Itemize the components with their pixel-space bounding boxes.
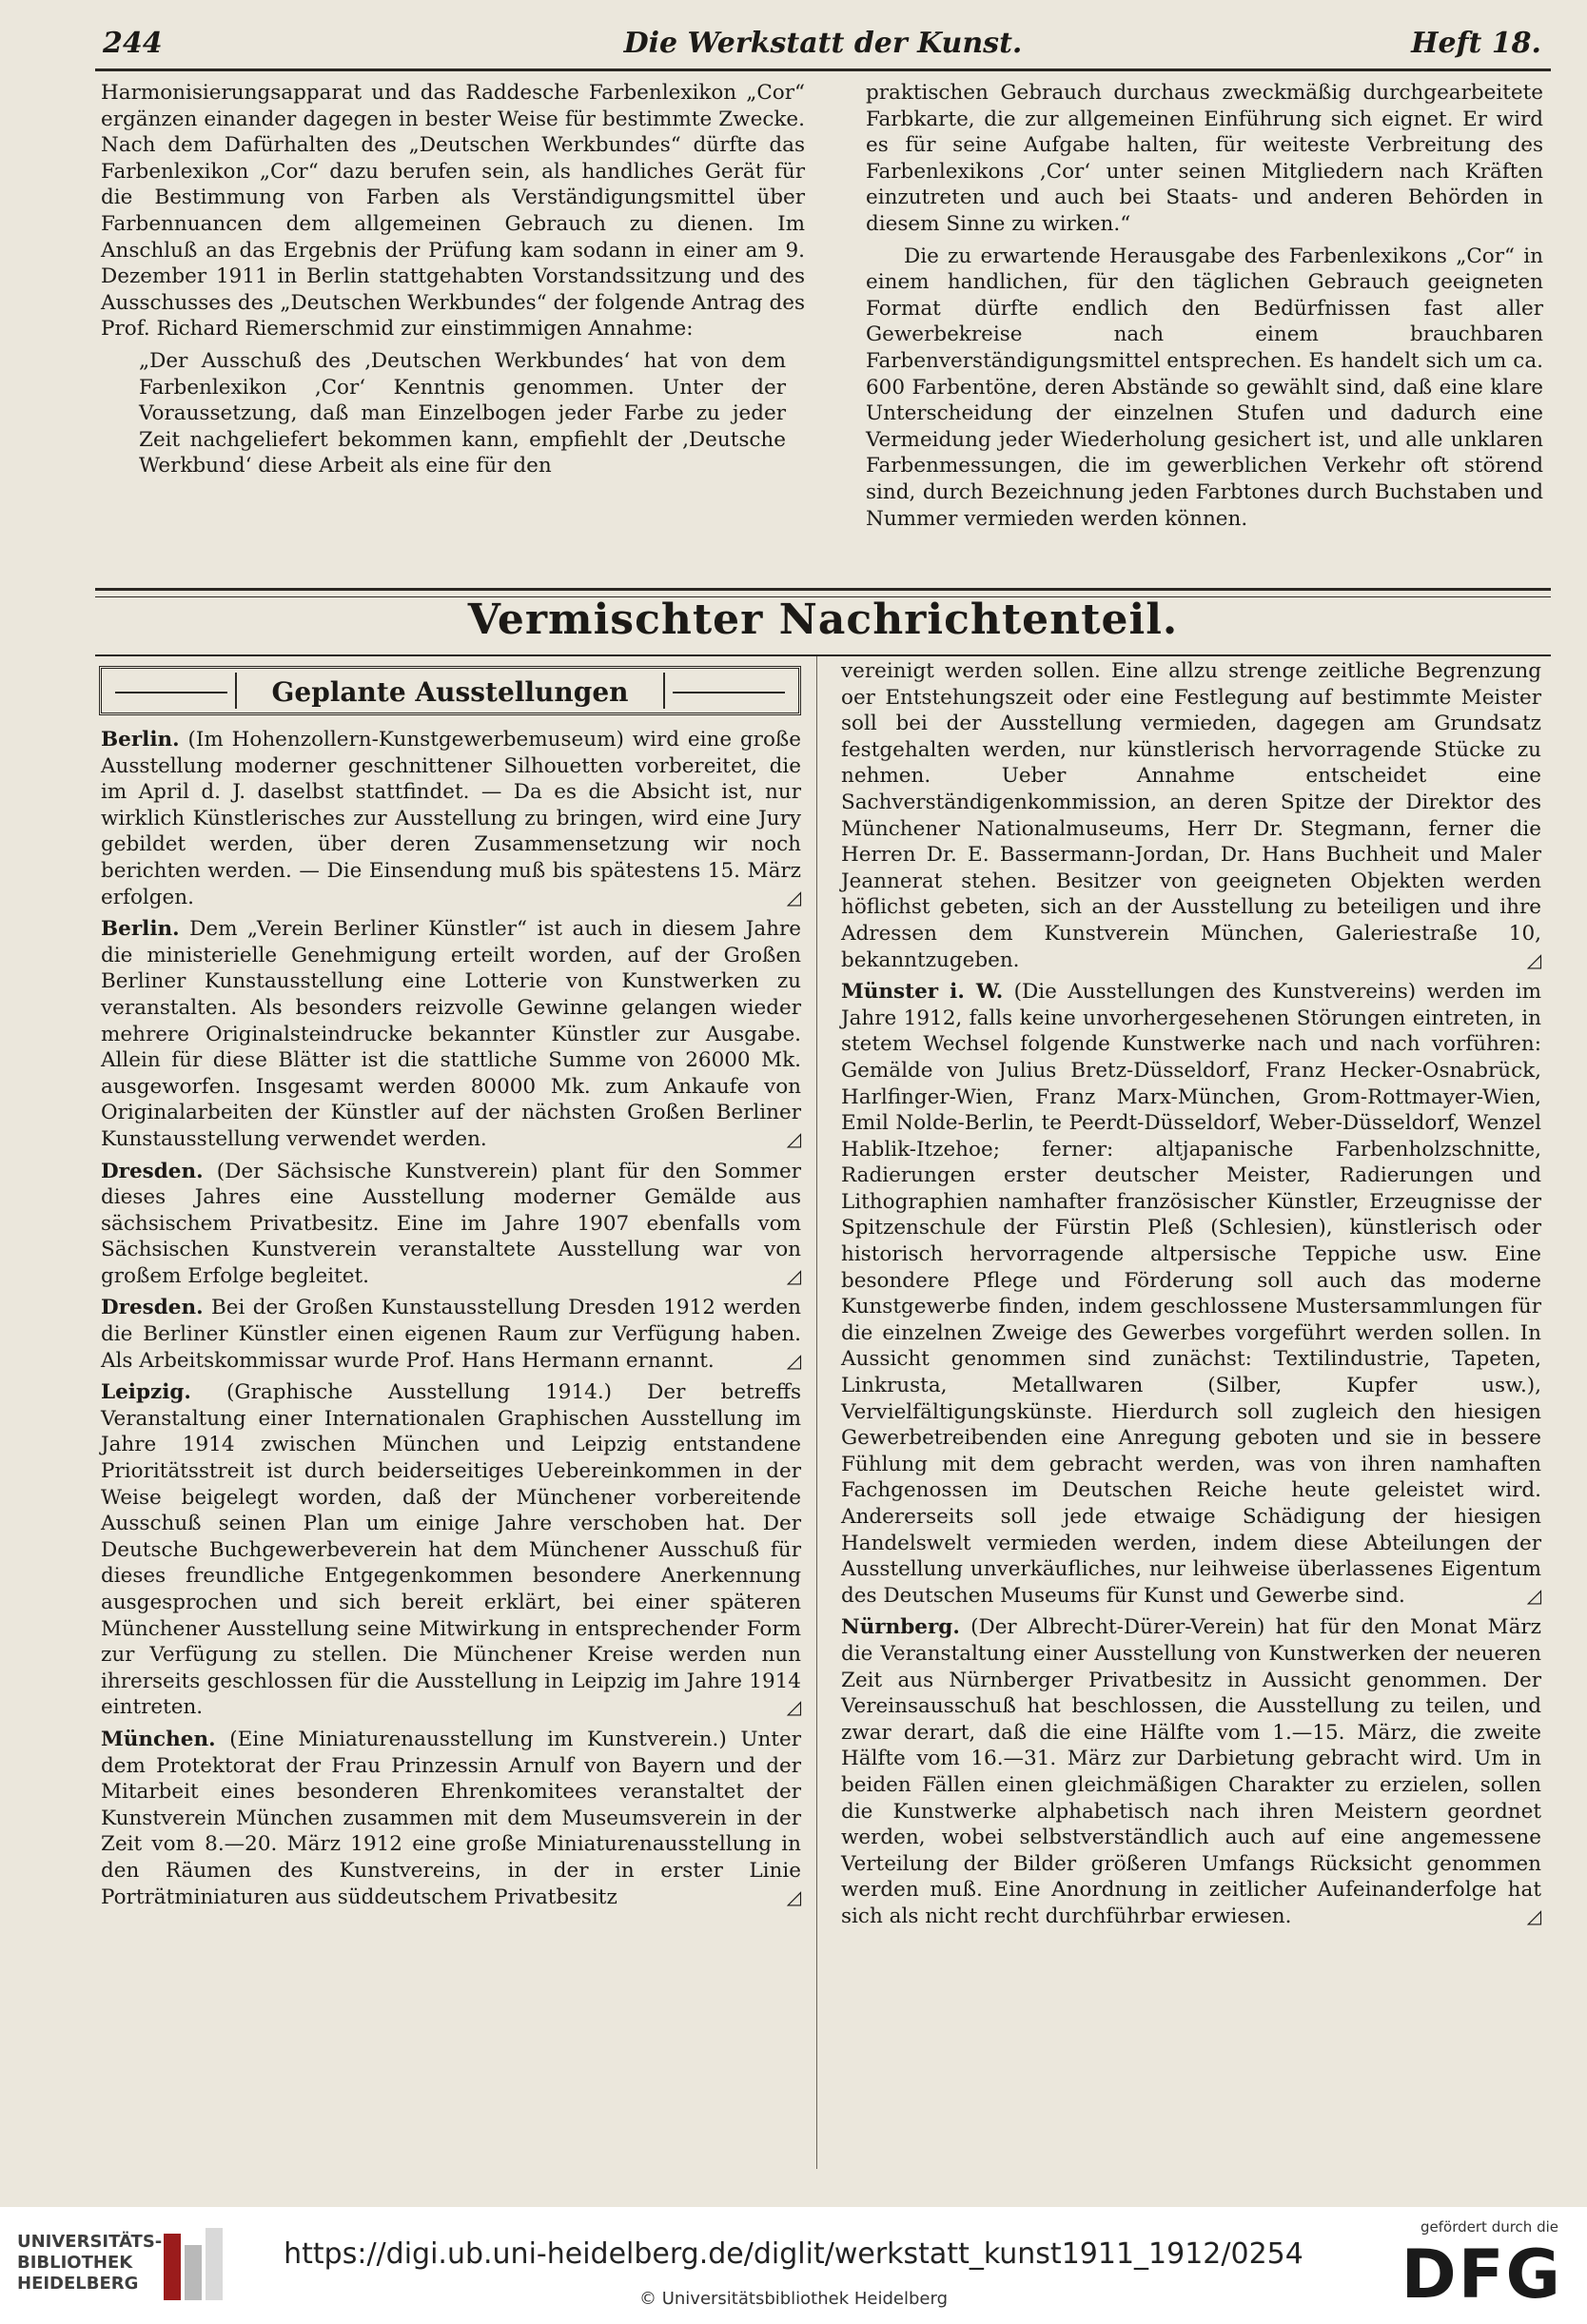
entry-text: (Graphische Ausstellung 1914.) Der betreffs Veranstaltung einer Internationalen Graphischen Ausstellung im Jahre 1914 zwischen München und Leipzig entstandene Prioritätsstreit ist durch beiderseitiges Uebereinkommen in der Weise beigelegt worden, daß der Münchener vorbereitende Ausschuß seinen Plan um einige Jahre verschoben hat. Der Deutsche Buchgewerbeverein hat dem Münchener Ausschuß für dieses freundliche Entgegenkommen besondere Anerkennung ausgesprochen und sich bereit erklärt, bei einer späteren Münchener Ausstellung seine Mitwirkung in entsprechender Form zur Verfügung zu stellen. Die Münchener Kreise werden nun ihrerseits geschlossen für die Ausstellung in Leipzig im Jahre 1914 eintreten. <box>101 1380 801 1720</box>
left-news-column <box>101 727 801 1910</box>
journal-title: Die Werkstatt der Kunst. <box>623 27 1023 60</box>
subsection-heading-box <box>99 666 801 715</box>
news-entry <box>101 916 801 1152</box>
entry-city: Nürnberg. <box>841 1615 960 1640</box>
running-header <box>95 25 1551 71</box>
entry-text: (Eine Miniaturenausstellung im Kunstverein.) Unter dem Protektorat der Frau Prinzessin Arnulf von Bayern und der Mitarbeit eines besonderen Ehrenkomitees veranstaltet der Kunstverein München zusammen mit dem Museumsverein in der Zeit vom 8.—20. März 1912 eine große Miniaturenausstellung in den Räumen des Kunstvereins, in der in erster Linie Porträtminiaturen aus süddeutschem Privatbesitz <box>101 1727 801 1909</box>
page-number: 244 <box>103 27 163 60</box>
end-mark-icon: ◿ <box>786 1885 801 1908</box>
paragraph: Harmonisierungsapparat und das Raddesche Farbenlexikon „Cor“ ergänzen einander dagegen in bester Weise für bestimmte Zwecke. Nach dem Dafürhalten des „Deutschen Werkbundes“ dürfte das Farbenlexikon „Cor“ dazu berufen sein, als handliches Gerät für die Bestimmung von Farben als Verständigungsmittel über Farbennuancen dem allgemeinen Gebrauch zu dienen. Im Anschluß an das Ergebnis der Prüfung kam sodann in einer am 9. Dezember 1911 in Berlin stattgehabten Vorstandssitzung und des Ausschusses des „Deutschen Werkbundes“ der folgende Antrag des Prof. Richard Riemerschmid zur einstimmigen Annahme: <box>101 81 805 342</box>
paragraph: Die zu erwartende Herausgabe des Farbenlexikons „Cor“ in einem handlichen, für den täglichen Gebrauch geeigneten Format dürfte endlich den Bedürfnissen fast aller Gewerbekreise nach einem brauchbaren Farbenverständigungsmittel entsprechen. Es handelt sich um ca. 600 Farbentöne, deren Abstände so gewählt sind, daß eine klare Unterscheidung der einzelnen Stufen und dadurch eine Vermeidung jeder Wiederholung gesichert ist, und alle unklaren Farbenmessungen, die im gewerblichen Verkehr oft störend sind, durch Bezeichnung jeden Farbtones durch Buchstaben und Nummer vermieden werden können. <box>866 244 1543 531</box>
end-mark-icon: ◿ <box>786 1348 801 1372</box>
end-mark-icon: ◿ <box>786 1695 801 1719</box>
entry-text: (Im Hohenzollern-Kunstgewerbemuseum) wird eine große Ausstellung moderner geschnittener Silhouetten vorbereitet, die im April d. J. daselbst stattfindet. — Da es die Absicht ist, nur wirklich Künstlerisches zur Ausstellung zu bringen, wird eine Jury gebildet werden, über deren Zusammensetzung wir noch berichten werden. — Die Einsendung muß bis spätestens 15. März erfolgen. <box>101 728 801 909</box>
column-divider <box>816 656 817 2169</box>
library-name-line: UNIVERSITÄTS- <box>17 2232 163 2252</box>
divider <box>95 654 1551 656</box>
end-mark-icon: ◿ <box>1526 947 1541 971</box>
quoted-paragraph: „Der Ausschuß des ‚Deutschen Werkbundes‘ hat von dem Farbenlexikon ‚Cor‘ Kenntnis genommen. Unter der Voraussetzung, daß man Einzelbogen jeder Farbe zu jeder Zeit nachgeliefert bekommen kann, empfiehlt der ‚Deutsche Werkbund‘ diese Arbeit als eine für den <box>139 348 786 478</box>
end-mark-icon: ◿ <box>1526 1583 1541 1607</box>
ornament-bar <box>663 673 665 709</box>
copyright-notice: © Universitätsbibliothek Heidelberg <box>638 2289 948 2309</box>
news-entry <box>101 1379 801 1721</box>
end-mark-icon: ◿ <box>786 1126 801 1150</box>
entry-text: Dem „Verein Berliner Künstler“ ist auch in diesem Jahre die ministerielle Genehmigung erteilt worden, auf der Großen Berliner Kunstausstellung eine Lotterie von Kunstwerken zu veranstalten. Als besonders reizvolle Gewinne gelangen wieder mehrere Originalsteindrucke bekannter Künstler zur Ausgabe. Allein für diese Blätter ist die stattliche Summe von 26000 Mk. ausgeworfen. Insgesamt werden 80000 Mk. zum Ankaufe von Originalarbeiten der Künstler auf der nächsten Großen Berliner Kunstausstellung verwendet werden. <box>101 917 801 1151</box>
news-entry <box>841 979 1541 1609</box>
entry-text: (Der Sächsische Kunstverein) plant für den Sommer dieses Jahres eine Ausstellung moderner Gemälde aus sächsischem Privatbesitz. Eine im Jahre 1907 ebenfalls vom Sächsischen Kunstverein veranstaltete Ausstellung war von großem Erfolge begleitet. <box>101 1159 801 1288</box>
section-title: Vermischter Nachrichtenteil. <box>467 596 1179 644</box>
entry-city: Berlin. <box>101 917 180 942</box>
entry-text: (Der Albrecht-Dürer-Verein) hat für den Monat März die Veranstaltung einer Ausstellung von Kunstwerken der neueren Zeit aus Nürnberger Privatbesitz in Aussicht genommen. Der Vereinsausschuß hat beschlossen, die Ausstellung zu teilen, und zwar derart, daß die eine Hälfte vom 1.—15. März, die zweite Hälfte vom 16.—31. März zur Darbietung gebracht wird. Um in beiden Fällen einen gleichmäßigen Charakter zu erzielen, sollen die Kunstwerke alphabetisch nach ihren Meistern geordnet werden, wobei selbstverständlich auch auf eine angemessene Verteilung der Bilder größeren Umfangs Rücksicht genommen werden muß. Eine Anordnung in zeitlicher Aufeinanderfolge hat sich als nicht recht durchführbar erwiesen. <box>841 1615 1541 1928</box>
ornament-line <box>673 692 785 693</box>
entry-text: Bei der Großen Kunstausstellung Dresden 1912 werden die Berliner Künstler einen eigenen Raum zur Verfügung haben. Als Arbeitskommissar wurde Prof. Hans Hermann ernannt. <box>101 1296 801 1373</box>
entry-city: Dresden. <box>101 1296 204 1320</box>
source-url-link[interactable]: https://digi.ub.uni-heidelberg.de/diglit/werkstatt_kunst1911_1912/0254 <box>284 2237 1303 2271</box>
end-mark-icon: ◿ <box>1526 1904 1541 1927</box>
news-entry <box>841 658 1541 973</box>
entry-city: Dresden. <box>101 1159 204 1183</box>
issue-number: Heft 18. <box>1411 27 1541 60</box>
right-news-column <box>841 658 1541 1930</box>
library-name-line: BIBLIOTHEK <box>17 2253 133 2273</box>
subsection-title: Geplante Ausstellungen <box>271 676 629 708</box>
top-left-column <box>101 80 805 479</box>
entry-text: vereinigt werden sollen. Eine allzu strenge zeitliche Begrenzung oer Entstehungszeit oder eine Festlegung auf bestimmte Meister soll bei der Ausstellung vermieden, dagegen am Grundsatz festgehalten werden, nur künstlerisch hervorragende Stücke zu nehmen. Ueber Annahme entscheidet eine Sachverständigenkommission, an deren Spitze der Direktor des Münchener Nationalmuseums, Herr Dr. Stegmann, ferner die Herren Dr. E. Bassermann-Jordan, Dr. Hans Buchheit und Maler Jeannerat stehen. Besitzer von geeigneten Objekten werden höflichst gebeten, sich an der Ausstellung zu beteiligen und ihre Adressen dem Kunstverein München, Galeriestraße 10, bekanntzugeben. <box>841 659 1541 972</box>
top-right-column <box>866 80 1543 532</box>
entry-city: Berlin. <box>101 728 180 752</box>
news-entry <box>101 1295 801 1374</box>
news-entry <box>101 1727 801 1910</box>
news-entry <box>101 727 801 910</box>
funding-note: gefördert durch die <box>1420 2218 1558 2236</box>
entry-city: Münster i. W. <box>841 980 1004 1005</box>
entry-city: München. <box>101 1727 216 1751</box>
news-entry <box>841 1614 1541 1929</box>
entry-text: (Die Ausstellungen des Kunstvereins) werden im Jahre 1912, falls keine unvorhergesehenen Störungen eintreten, in stetem Wechsel folgende Kunstwerke nach und nach vorführen: Gemälde von Julius Bretz-Düsseldorf, Franz Hecker-Osnabrück, Harlfinger-Wien, Franz Marx-München, Grom-Rottmayer-Wien, Emil Nolde-Berlin, te Peerdt-Düsseldorf, Weber-Düsseldorf, Wenzel Hablik-Itzehoe; ferner: altjapanische Farbenholzschnitte, Radierungen erster deutscher Meister, Radierungen und Lithographien namhafter französischer Künstler, Erzeugnisse der Spitzenschule der Fürstin Pleß (Schlesien), künstlerisch oder historisch hervorragende altpersische Teppiche usw. Eine besondere Pflege und Förderung soll auch das moderne Kunstgewerbe finden, indem geschlossene Mustersammlungen für die einzelnen Zweige des Gewerbes vorgeführt werden sollen. In Aussicht genommen sind zunächst: Textilindustrie, Tapeten, Linkrusta, Metallwaren (Silber, Kupfer usw.), Vervielfältigungskünste. Hierdurch soll zugleich den hiesigen Gewerbetreibenden eine Anregung geboten und sie in bessere Fühlung mit dem gebracht werden, was von ihren namhaften Fachgenossen im Deutschen Reiche heute geleistet wird. Andererseits soll jede etwaige Schädigung der hiesigen Handelswelt vermieden werden, indem diese Abteilungen der Ausstellung unverkäufliches, nur leihweise überlassenes Eigentum des Deutschen Museums für Kunst und Gewerbe sind. <box>841 980 1541 1608</box>
news-entry <box>101 1159 801 1290</box>
entry-city: Leipzig. <box>101 1380 191 1405</box>
paragraph: praktischen Gebrauch durchaus zweckmäßig durchgearbeitete Farbkarte, die zur allgemeinen Einführung sich eignet. Er wird es für seine Aufgabe halten, für weiteste Verbreitung des Farbenlexikons ‚Cor‘ unter seinen Mitgliedern nach Kräften einzutreten und auch bei Staats- und anderen Behörden in diesem Sinne zu wirken.“ <box>866 81 1543 236</box>
end-mark-icon: ◿ <box>786 885 801 908</box>
end-mark-icon: ◿ <box>786 1263 801 1287</box>
footer-bar <box>0 2207 1587 2324</box>
library-name-line: HEIDELBERG <box>17 2274 139 2294</box>
dfg-logo: DFG <box>1401 2236 1562 2314</box>
